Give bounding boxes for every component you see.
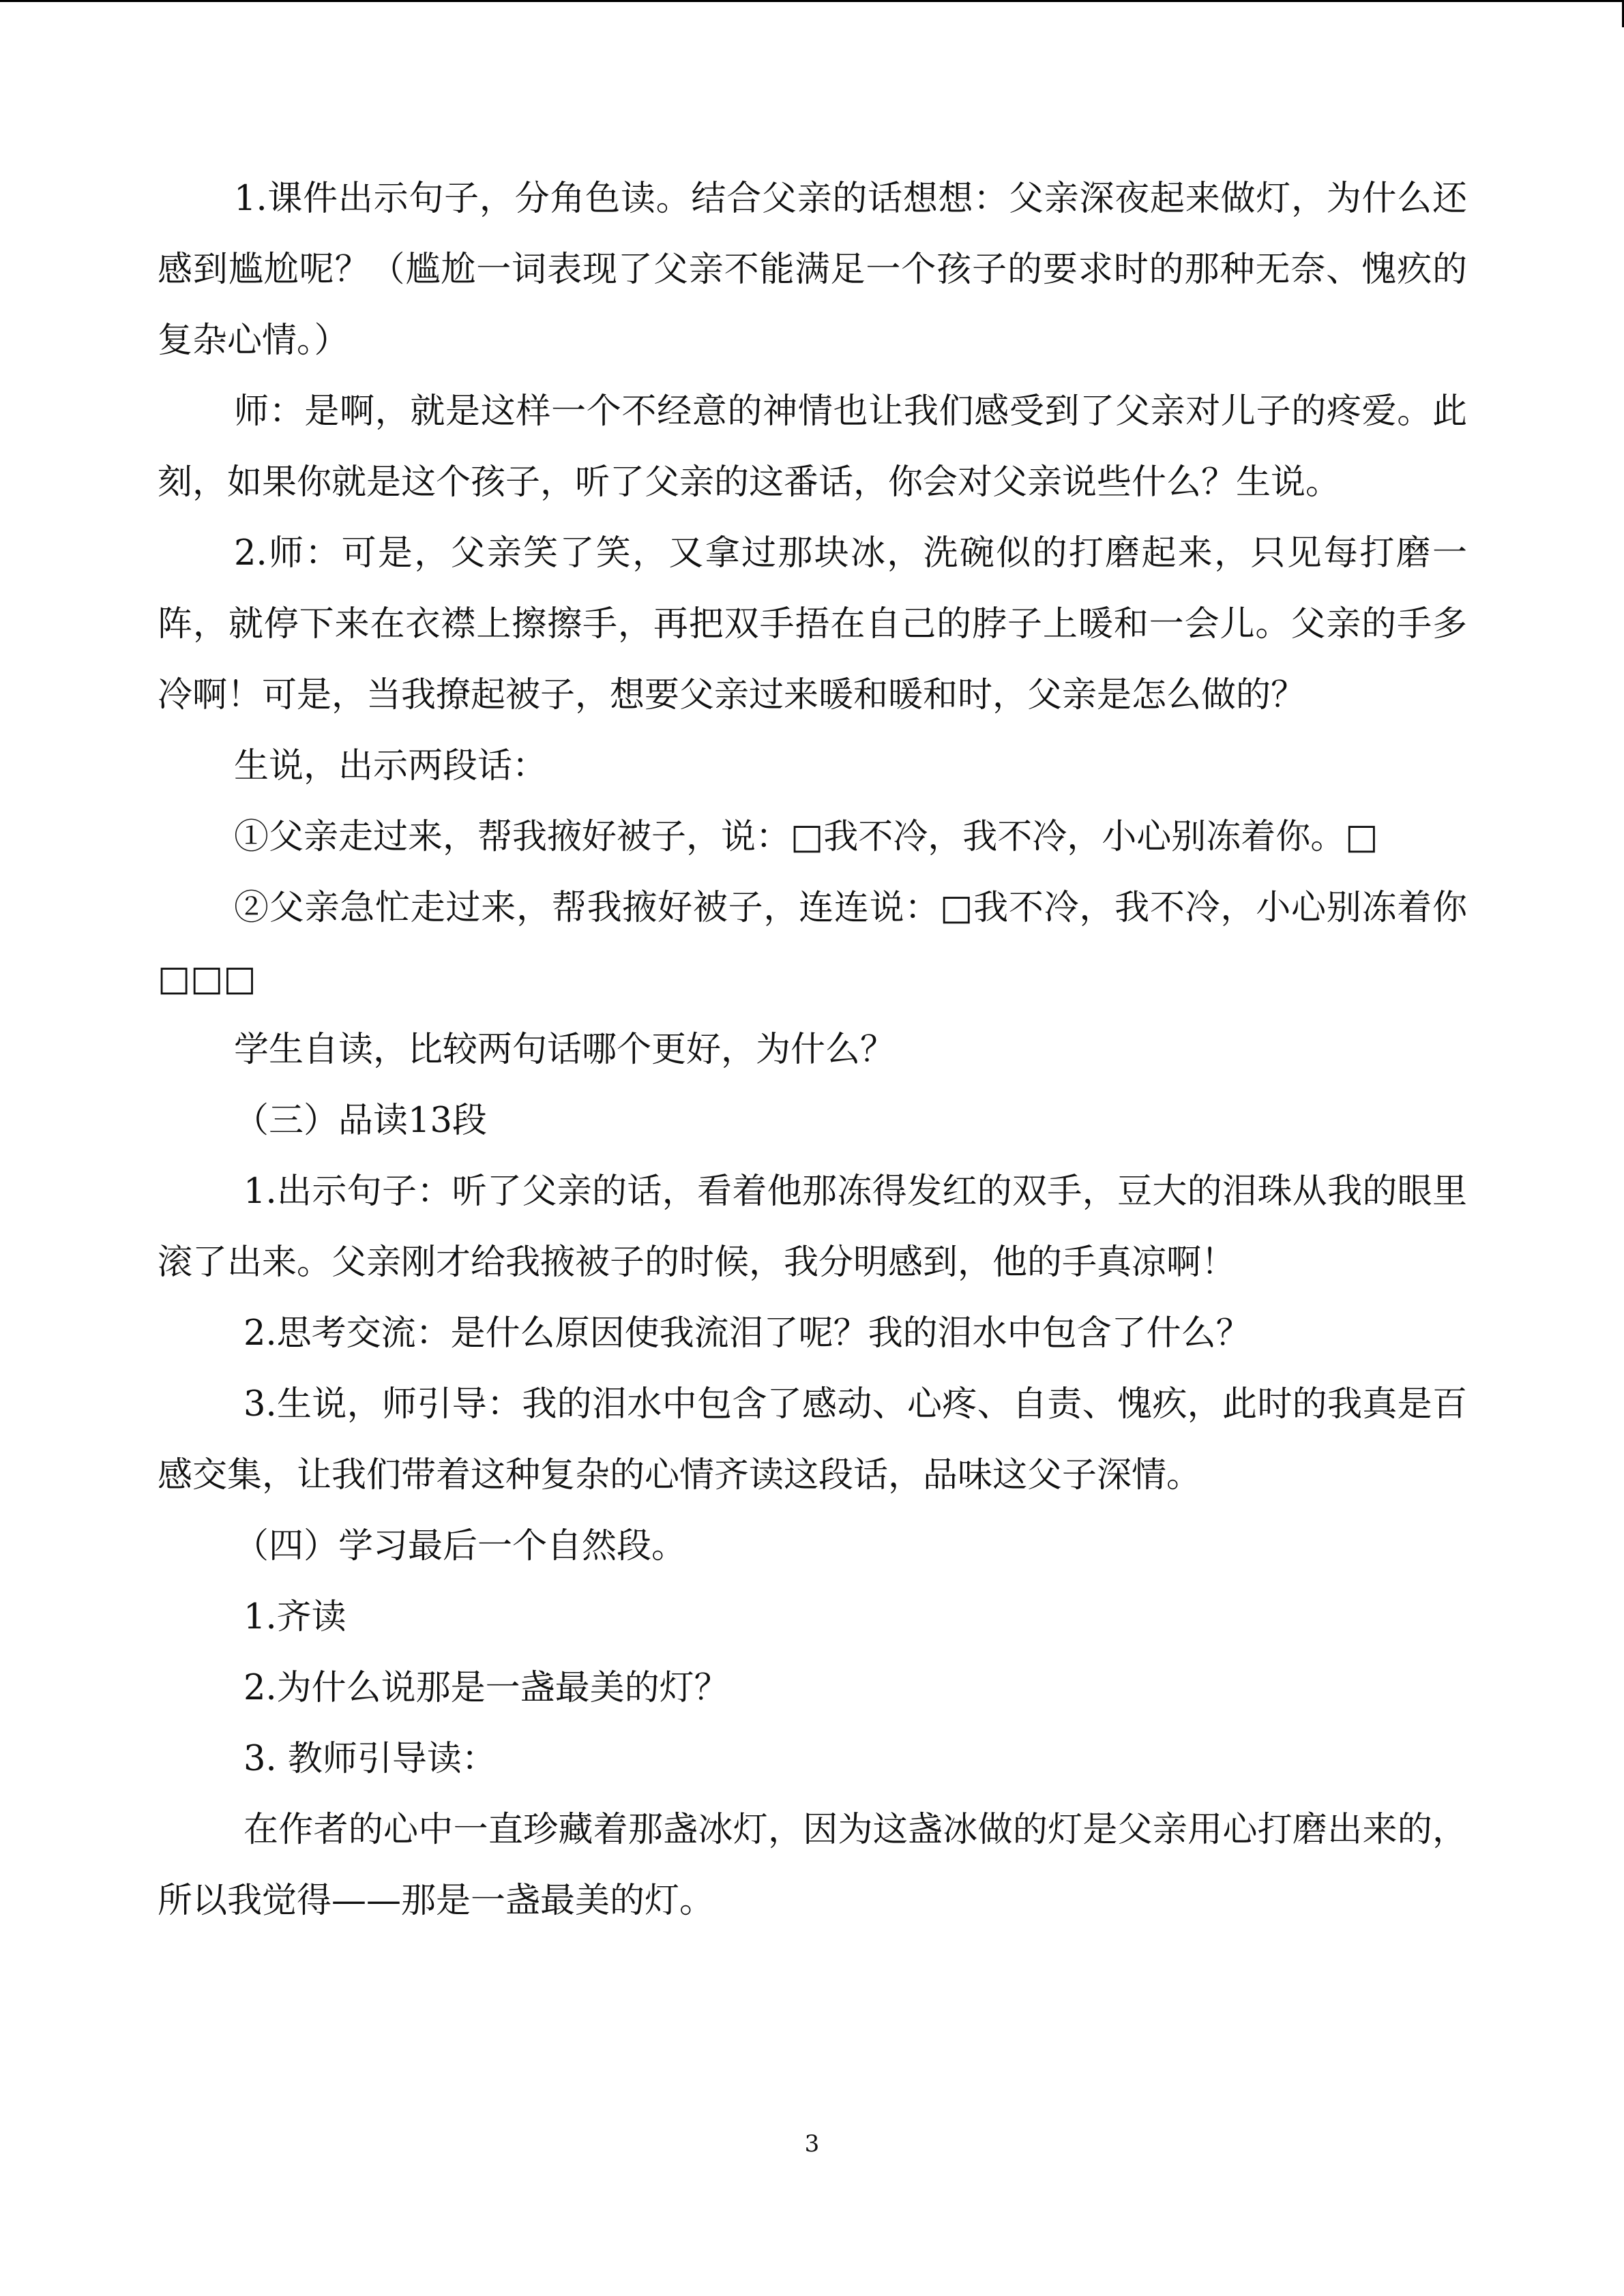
paragraph-16: 在作者的心中一直珍藏着那盏冰灯，因为这盏冰做的灯是父亲用心打磨出来的，所以我觉得——那是一盏最美的灯。 bbox=[158, 1810, 1467, 1921]
paragraph-4: 生说，出示两段话： bbox=[234, 746, 548, 786]
paragraph-3: 2.师：可是，父亲笑了笑，又拿过那块冰，洗碗似的打磨起来，只见每打磨一阵，就停下来在衣襟上擦擦手，再把双手捂在自己的脖子上暖和一会儿。父亲的手多冷啊！可是，当我撩起被子，想要父亲过来暖和暖和时，父亲是怎么做的？ bbox=[158, 533, 1467, 715]
page-number: 3 bbox=[804, 2130, 820, 2158]
paragraph-9: 1.出示句子：听了父亲的话，看着他那冻得发红的双手，豆大的泪珠从我的眼里滚了出来。父亲刚才给我掖被子的时候，我分明感到，他的手真凉啊！ bbox=[158, 1172, 1467, 1283]
section-heading-4: （四）学习最后一个自然段。 bbox=[234, 1526, 687, 1566]
paragraph-13: 1.齐读 bbox=[243, 1597, 346, 1637]
paragraph-15: 3. 教师引导读： bbox=[243, 1739, 497, 1779]
paragraph-5: ①父亲走过来，帮我掖好被子，说：□我不冷，我不冷，小心别冻着你。□ bbox=[234, 817, 1378, 857]
section-heading-3: （三）品读13段 bbox=[234, 1101, 487, 1141]
paragraph-14: 2.为什么说那是一盏最美的灯？ bbox=[243, 1668, 729, 1708]
document-body bbox=[158, 164, 1467, 1937]
paragraph-2: 师：是啊，就是这样一个不经意的神情也让我们感受到了父亲对儿子的疼爱。此刻，如果你就是这个孩子，听了父亲的这番话，你会对父亲说些什么？生说。 bbox=[158, 391, 1467, 503]
top-border-line bbox=[0, 0, 1624, 2]
paragraph-10: 2.思考交流：是什么原因使我流泪了呢？我的泪水中包含了什么？ bbox=[243, 1313, 1251, 1354]
paragraph-1: 1.课件出示句子，分角色读。结合父亲的话想想：父亲深夜起来做灯，为什么还感到尴尬呢？（尴尬一词表现了父亲不能满足一个孩子的要求时的那种无奈、愧疚的复杂心情。） bbox=[158, 179, 1467, 361]
paragraph-11: 3.生说，师引导：我的泪水中包含了感动、心疼、自责、愧疚，此时的我真是百感交集，让我们带着这种复杂的心情齐读这段话，品味这父子深情。 bbox=[158, 1384, 1467, 1495]
paragraph-6: ②父亲急忙走过来，帮我掖好被子，连连说：□我不冷，我不冷，小心别冻着你□□□ bbox=[158, 888, 1467, 999]
paragraph-7: 学生自读，比较两句话哪个更好，为什么？ bbox=[234, 1030, 896, 1070]
